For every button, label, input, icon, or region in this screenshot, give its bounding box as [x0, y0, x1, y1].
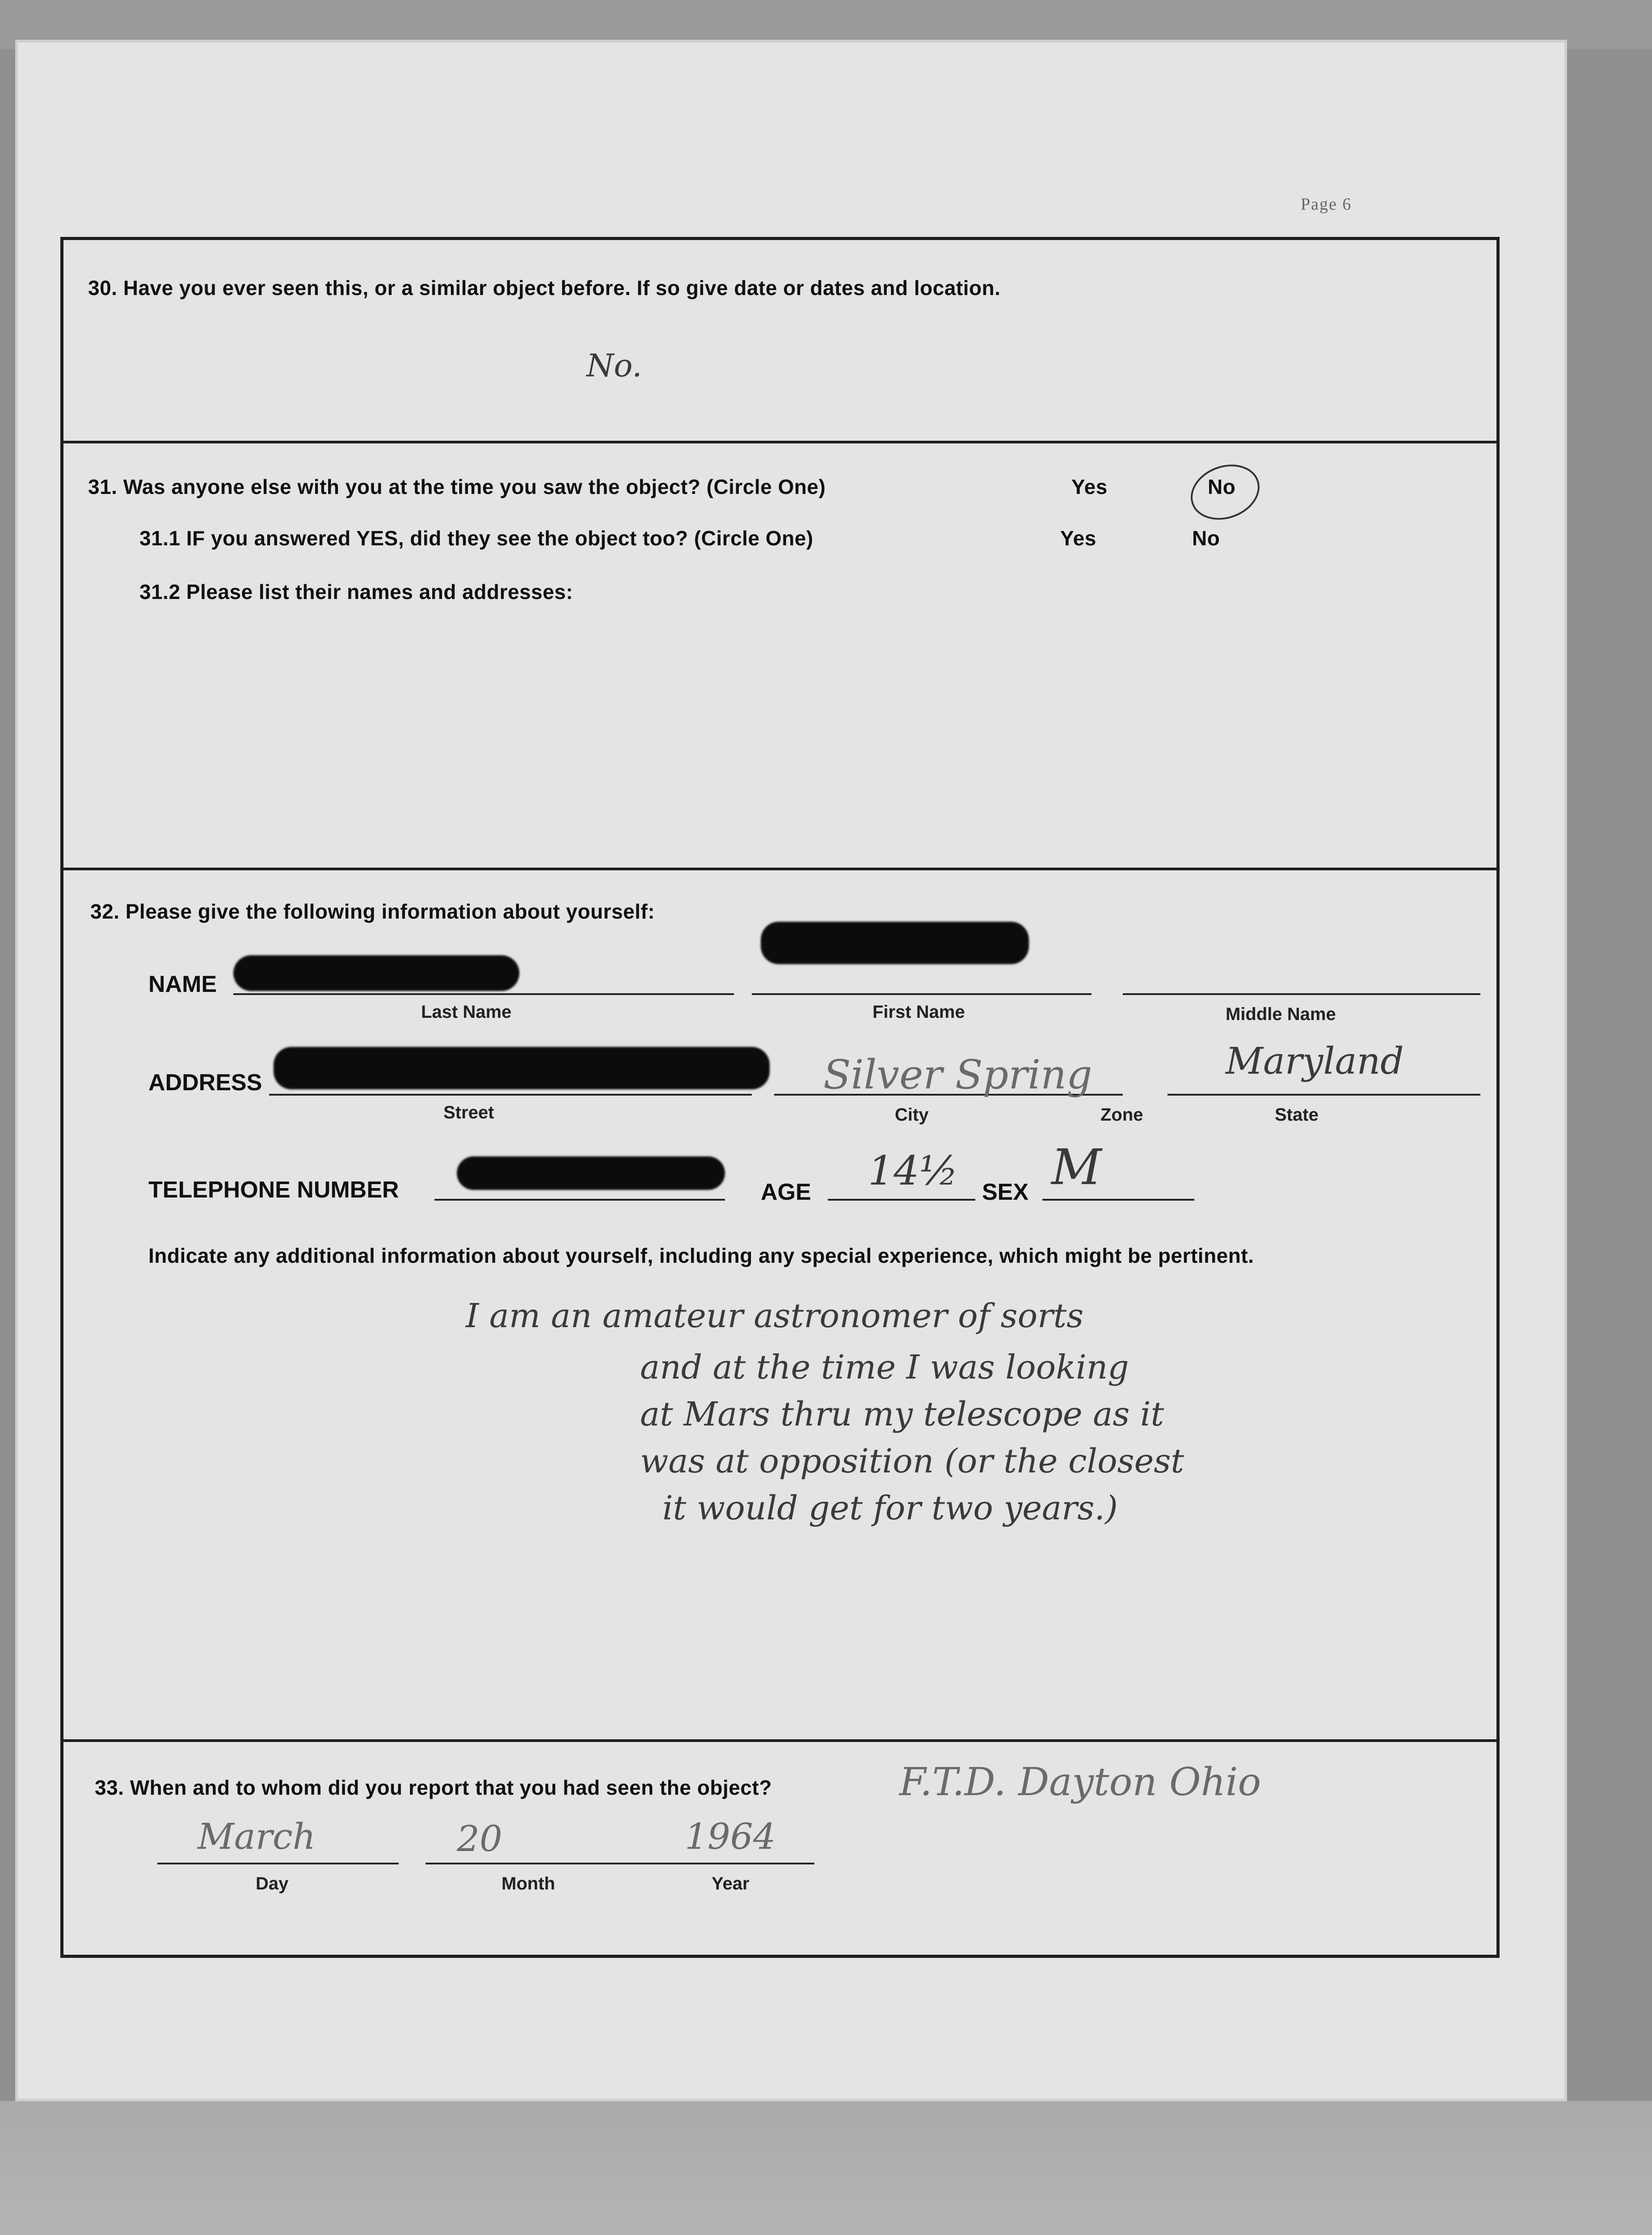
question-33-answer: F.T.D. Dayton Ohio	[899, 1760, 1261, 1805]
state-line	[1167, 1094, 1480, 1096]
question-32-section	[63, 870, 1496, 1742]
scan-backdrop-top	[0, 0, 1652, 49]
sex-line	[1042, 1199, 1194, 1201]
redaction-first-name	[761, 922, 1029, 964]
additional-info-line-2: and at the time I was looking	[640, 1348, 1129, 1387]
question-31-text: 31. Was anyone else with you at the time you saw the object? (Circle One)	[88, 475, 826, 498]
form-page	[18, 42, 1564, 2099]
redaction-street	[274, 1047, 770, 1089]
sex-label: SEX	[982, 1179, 1029, 1205]
year-caption: Year	[712, 1874, 750, 1893]
state-caption: State	[1275, 1105, 1319, 1125]
additional-info-line-4: was at opposition (or the closest	[640, 1442, 1184, 1480]
age-value: 14½	[868, 1147, 958, 1194]
circled-answer-mark	[1183, 455, 1268, 529]
question-31-2-text: 31.2 Please list their names and addresses:	[139, 580, 573, 603]
additional-info-line-5: it would get for two years.)	[662, 1489, 1118, 1527]
scan-backdrop-bottom	[0, 2101, 1652, 2235]
question-32-text: 32. Please give the following information about yourself:	[90, 900, 655, 923]
redaction-telephone	[457, 1156, 725, 1190]
first-name-line	[752, 993, 1092, 995]
question-30-answer: No.	[586, 347, 642, 384]
telephone-line	[434, 1199, 725, 1201]
question-30-text: 30. Have you ever seen this, or a similar object before. If so give date or dates and location.	[88, 276, 1001, 299]
city-value: Silver Spring	[823, 1051, 1092, 1098]
telephone-label: TELEPHONE NUMBER	[148, 1177, 399, 1203]
middle-name-line	[1123, 993, 1480, 995]
questionnaire-form	[60, 237, 1500, 1958]
first-name-caption: First Name	[872, 1002, 965, 1022]
age-label: AGE	[761, 1179, 811, 1205]
question-31-no-option[interactable]: No	[1208, 475, 1236, 498]
year-value: 1964	[685, 1816, 776, 1857]
month-value: 20	[457, 1818, 502, 1860]
question-33-section	[63, 1742, 1496, 1957]
year-line	[658, 1863, 814, 1864]
additional-info-label: Indicate any additional information about yourself, including any special experience, which might be pertinent.	[148, 1244, 1254, 1267]
day-value: March	[198, 1816, 316, 1857]
page-number: Page 6	[1301, 195, 1352, 214]
question-31-section	[63, 443, 1496, 870]
question-30-section	[63, 240, 1496, 443]
name-label: NAME	[148, 971, 217, 997]
redaction-last-name	[233, 955, 519, 991]
zone-caption: Zone	[1100, 1105, 1143, 1125]
city-caption: City	[895, 1105, 929, 1125]
day-line	[157, 1863, 399, 1864]
street-line	[269, 1094, 752, 1096]
age-line	[828, 1199, 975, 1201]
address-label: ADDRESS	[148, 1070, 262, 1096]
last-name-caption: Last Name	[421, 1002, 512, 1022]
last-name-line	[233, 993, 734, 995]
additional-info-line-1: I am an amateur astronomer of sorts	[466, 1297, 1084, 1335]
state-value: Maryland	[1226, 1040, 1404, 1083]
question-33-text: 33. When and to whom did you report that you had seen the object?	[95, 1776, 772, 1799]
sex-value: M	[1051, 1139, 1102, 1196]
question-31-yes-option[interactable]: Yes	[1071, 475, 1108, 498]
middle-name-caption: Middle Name	[1226, 1004, 1336, 1024]
street-caption: Street	[443, 1103, 494, 1122]
question-31-1-no-option[interactable]: No	[1192, 527, 1220, 550]
additional-info-line-3: at Mars thru my telescope as it	[640, 1395, 1164, 1434]
question-31-1-text: 31.1 IF you answered YES, did they see the object too? (Circle One)	[139, 527, 813, 550]
month-line	[426, 1863, 658, 1864]
day-caption: Day	[256, 1874, 289, 1893]
month-caption: Month	[502, 1874, 555, 1893]
question-31-1-yes-option[interactable]: Yes	[1060, 527, 1096, 550]
